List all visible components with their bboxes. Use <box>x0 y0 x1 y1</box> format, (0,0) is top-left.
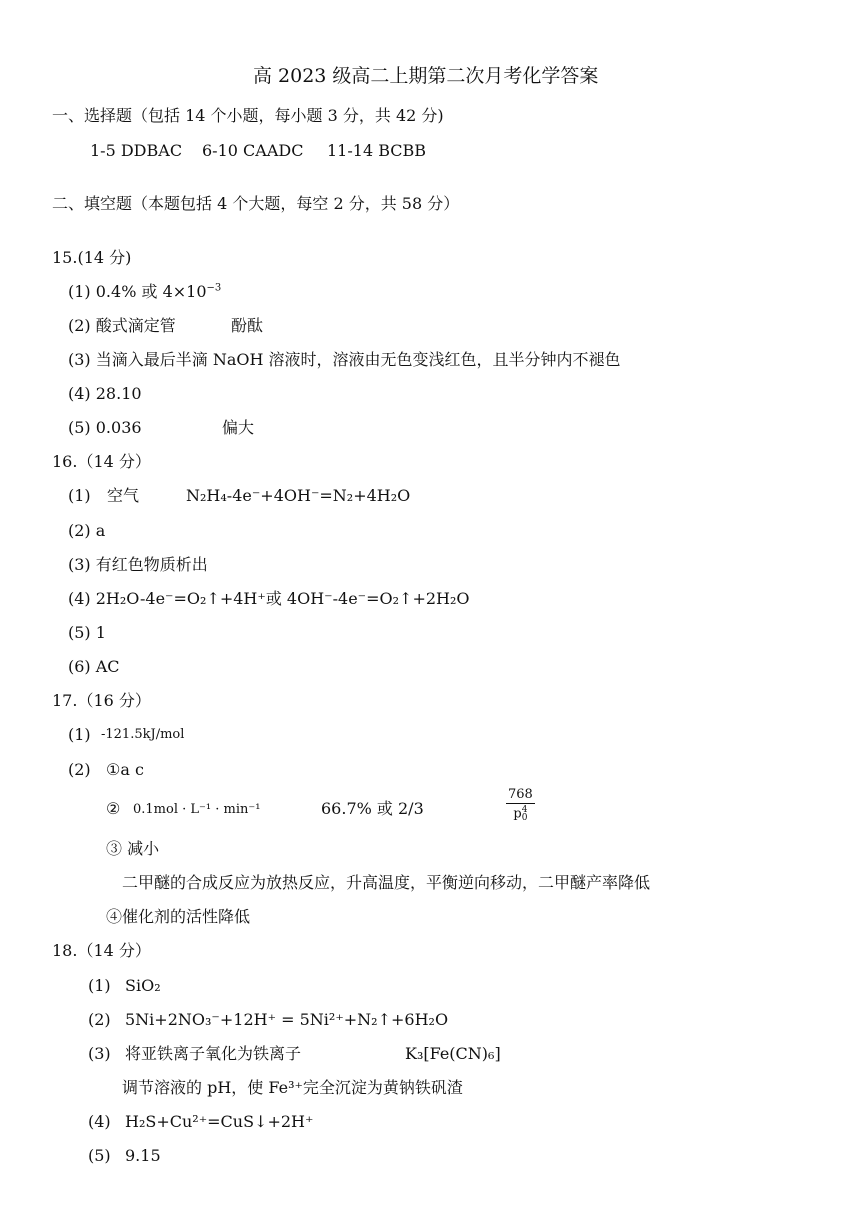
q16-part1-eq: N₂H₄-4e⁻+4OH⁻=N₂+4H₂O <box>186 486 411 505</box>
q15-header: 15.(14 分) <box>52 248 132 267</box>
q17-fraction-den-sup: 4 <box>521 805 528 815</box>
q17-fraction-den-sub: 0 <box>521 813 528 823</box>
q18-part2-num: (2) <box>88 1010 111 1029</box>
section1-answers-3: 11-14 BCBB <box>327 141 427 160</box>
q16-part6: (6) AC <box>68 657 120 676</box>
q15-part2-a: (2) 酸式滴定管 <box>68 316 176 335</box>
q16-header: 16.（14 分） <box>52 452 151 471</box>
q18-part2-a: 5Ni+2NO₃⁻+12H⁺ = 5Ni²⁺+N₂↑+6H₂O <box>125 1010 449 1029</box>
q17-part2-4: ④催化剂的活性降低 <box>106 907 251 926</box>
q18-part4-num: (4) <box>88 1112 111 1131</box>
page-title: 高 2023 级高二上期第二次月考化学答案 <box>253 65 599 87</box>
q15-part1 <box>68 282 221 302</box>
q17-header: 17.（16 分） <box>52 691 151 710</box>
q16-part1-a: 空气 <box>107 486 140 505</box>
q17-part2-3-mark: ③ 减小 <box>106 839 160 858</box>
q17-part2-num: (2) <box>68 760 91 779</box>
section1-header: 一、选择题（包括 14 个小题，每小题 3 分，共 42 分) <box>52 106 444 125</box>
q17-fraction-denominator <box>506 804 535 822</box>
q16-part1-num: (1) <box>68 486 91 505</box>
q15-part1-text: (1) 0.4% 或 4×10 <box>68 282 207 301</box>
q18-part5-num: (5) <box>88 1146 111 1165</box>
section1-answers-1: 1-5 DDBAC <box>90 141 183 160</box>
q17-part2-2-mark: ② <box>106 799 121 818</box>
q17-part2-2-b: 66.7% 或 2/3 <box>321 799 424 818</box>
q18-part5-a: 9.15 <box>125 1146 161 1165</box>
q18-part3-num: (3) <box>88 1044 111 1063</box>
q18-part4-a: H₂S+Cu²⁺=CuS↓+2H⁺ <box>125 1112 314 1131</box>
q16-part2: (2) a <box>68 521 106 540</box>
q17-fraction <box>506 787 535 822</box>
q18-part3-a: 将亚铁离子氧化为铁离子 <box>125 1044 302 1063</box>
q17-fraction-den-base: p <box>513 806 522 822</box>
q15-part2-b: 酚酞 <box>231 316 264 335</box>
section2-header: 二、填空题（本题包括 4 个大题，每空 2 分，共 58 分） <box>52 194 460 213</box>
q18-part1-num: (1) <box>88 976 111 995</box>
q16-part5: (5) 1 <box>68 623 106 642</box>
q18-part3-c: 调节溶液的 pH，使 Fe³⁺完全沉淀为黄钠铁矾渣 <box>122 1078 463 1097</box>
q18-part1-a: SiO₂ <box>125 976 161 995</box>
section1-answers-2: 6-10 CAADC <box>202 141 304 160</box>
q17-part1-num: (1) <box>68 725 91 744</box>
q15-part3: (3) 当滴入最后半滴 NaOH 溶液时，溶液由无色变浅红色，且半分钟内不褪色 <box>68 350 621 369</box>
q18-part3-b: K₃[Fe(CN)₆] <box>405 1044 501 1063</box>
q17-part2-2-a: 0.1mol · L⁻¹ · min⁻¹ <box>133 802 261 817</box>
q15-part5-b: 偏大 <box>222 418 255 437</box>
q17-part2-1: ①a c <box>106 760 144 779</box>
q15-part5-a: (5) 0.036 <box>68 418 142 437</box>
q16-part3: (3) 有红色物质析出 <box>68 555 208 574</box>
q15-part1-exponent: −3 <box>206 282 222 294</box>
q18-header: 18.（14 分） <box>52 941 151 960</box>
q17-fraction-numerator: 768 <box>508 787 533 802</box>
q17-part2-3-text: 二甲醚的合成反应为放热反应，升高温度，平衡逆向移动，二甲醚产率降低 <box>122 873 651 892</box>
q16-part4: (4) 2H₂O-4e⁻=O₂↑+4H⁺或 4OH⁻-4e⁻=O₂↑+2H₂O <box>68 589 470 608</box>
q17-part1-a: -121.5kJ/mol <box>101 727 185 742</box>
q15-part4: (4) 28.10 <box>68 384 142 403</box>
